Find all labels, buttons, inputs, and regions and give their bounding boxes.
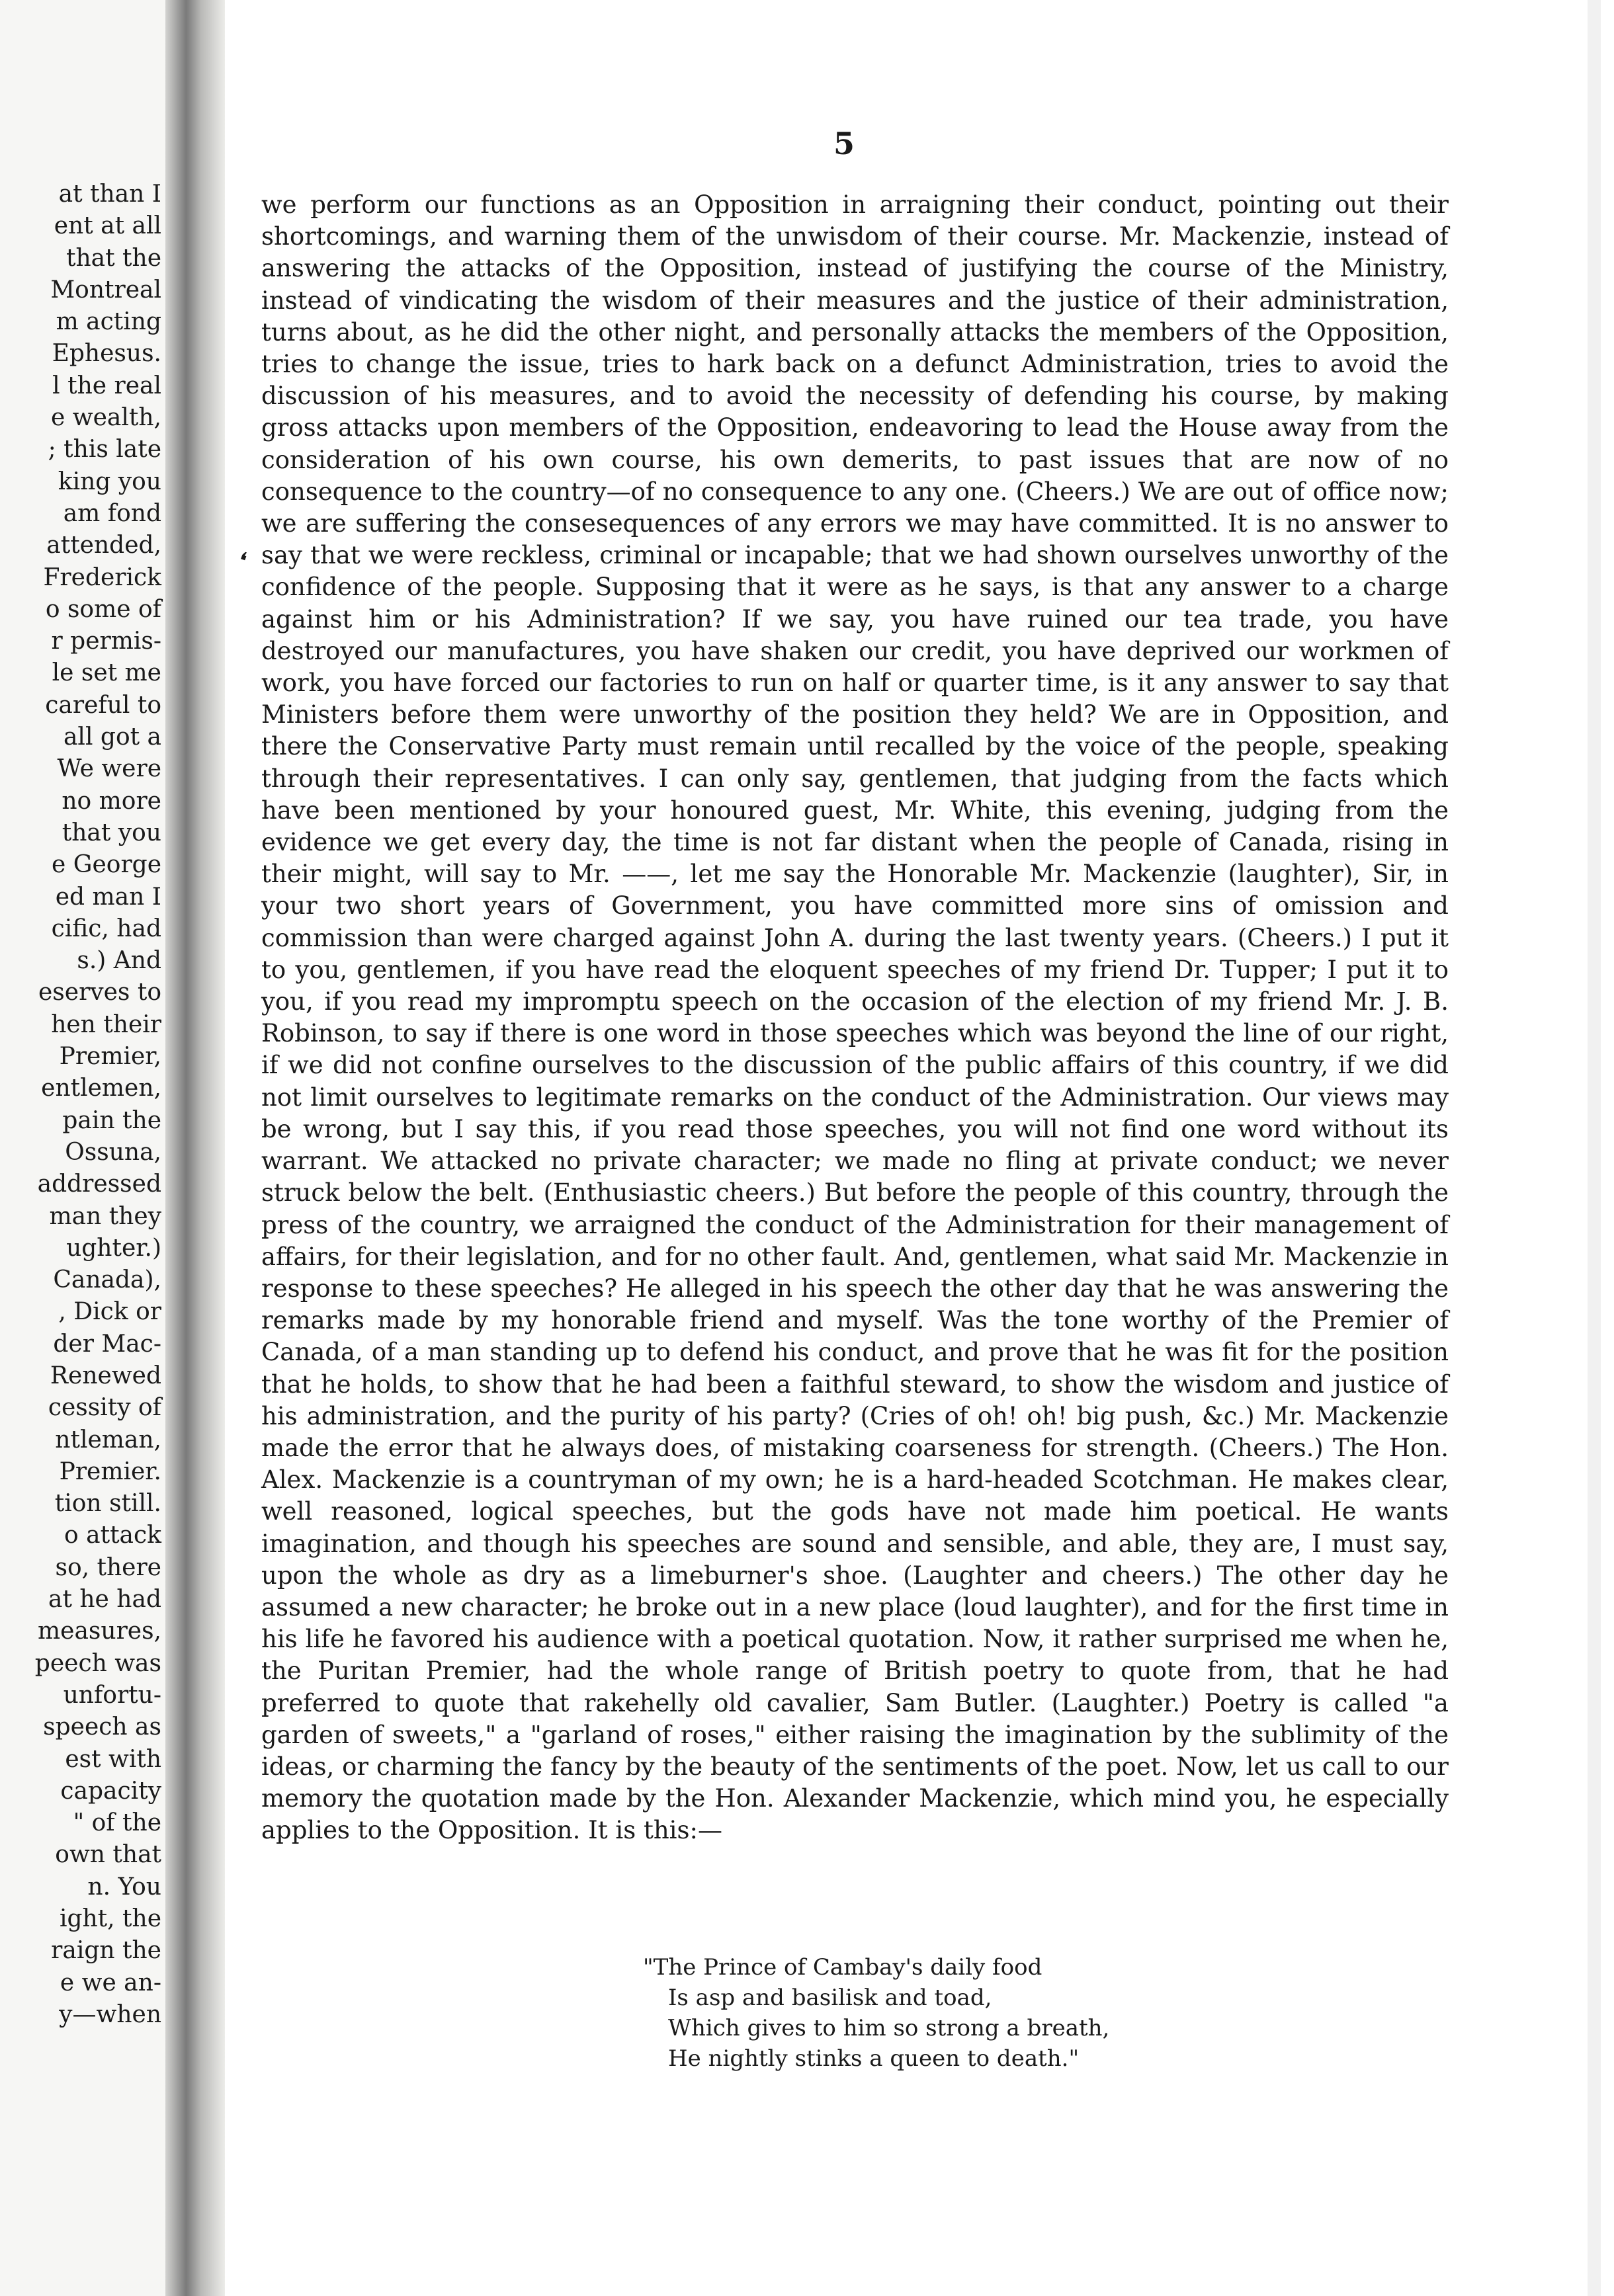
body-paragraph: we perform our functions as an Opposition in arraigning their conduct, pointing out their shortcomings, and warning them of the unwisdom of their course. Mr. Mackenzie, instead of answering the attacks of the Opposition, instead of justifying the course of the Ministry, instead of vindicating the wisdom of their measures and the justice of their administration, turns about, as he did the other night, and personally attacks the members of the Opposition, tries to change the issue, tries to hark back on a defunct Administration, tries to avoid the discussion of his measures, and to avoid the necessity of defending his course, by making gross attacks upon members of the Opposition, endeavoring to lead the House away from the consideration of his own course, his own demerits, to past issues that are now of no consequence to the country—of no consequence to any one. (Cheers.) We are out of office now; we are suffering the consesequences of any errors we may have committed. It is no answer to say that we were reckless, criminal or incapable; that we had shown ourselves unworthy of the confidence of the people. Supposing that it were as he says, is that any answer to a charge against him or his Administration? If we say, you have ruined our tea trade, you have destroyed our manufactures, you have shaken our credit, you have deprived our workmen of work, you have forced our factories to run on half or quarter time, is it any answer to say that Ministers before them were unworthy of the position they held? We are in Opposition, and there the Conservative Party must remain until recalled by the voice of the people, speaking through their representatives. I can only say, gentlemen, that judging from the facts which have been mentioned by your honoured guest, Mr. White, this evening, judging from the evidence we get every day, the time is not far distant when the people of Canada, rising in their might, will say to Mr. ——, let me say the Honorable Mr. Mackenzie (laughter), Sir, in your two short years of Government, you have committed more sins of omission and commission than were charged against John A. during the last twenty years. (Cheers.) I put it to you, gentlemen, if you have read the eloquent speeches of my friend Dr. Tupper; I put it to you, if you read my impromptu speech on the occasion of the election of my friend Mr. J. B. Robinson, to say if there is one word in those speeches which was beyond the line of our right, if we did not confine ourselves to the discussion of the public affairs of this country, if we did not limit ourselves to legitimate remarks on the conduct of the Administration. Our views may be wrong, but I say this, if you read those speeches, you will not find one word without its warrant. We attacked no private character; we made no fling at private conduct; we never struck below the belt. (Enthusiastic cheers.) But before the people of this country, through the press of the country, we arraigned the conduct of the Administration for their management of affairs, for their legislation, and for no other fault. And, gentlemen, what said Mr. Mackenzie in response to these speeches? He alleged in his speech the other day that he was answering the remarks made by my honorable friend and myself. Was the tone worthy of the Premier of Canada, of a man standing up to defend his conduct, and prove that he was fit for the position that he holds, to show that he had been a faithful steward, to show the wisdom and justice of his administration, and the purity of his party? (Cries of oh! oh! big push, &c.) Mr. Mackenzie made the error that he always does, of mistaking coarseness for strength. (Cheers.) The Hon. Alex. Mackenzie is a countryman of my own; he is a hard-headed Scotchman. He makes clear, well reasoned, logical speeches, but the gods have not made him poetical. He wants imagination, and though his speeches are sound and sensible, and able, they are, I must say, upon the whole as dry as a limeburner's shoe. (Laughter and cheers.) The other day he assumed a new character; he broke out in a new place (loud laughter), and for the first time in his life he favored his audience with a poetical quotation. Now, it rather surprised me when he, the Puritan Premier, had the whole range of British poetry to quote from, that he had preferred to quote that rakehelly old cavalier, Sam Butler. (Laughter.) Poetry is called "a garden of sweets," a "garland of roses," either raising the imagination by the sublimity of the ideas, or charming the fancy by the beauty of the sentiments of the poet. Now, let us call to our memory the quotation made by the Hon. Alexander Mackenzie, which mind you, he especially applies to the Opposition. It is this:— <box>261 190 1449 1845</box>
left-page-line: raign the <box>51 1937 161 1965</box>
left-page-line: der Mac- <box>53 1330 161 1358</box>
margin-mark: ❛ <box>234 547 251 575</box>
left-page-line: le set me <box>52 659 161 687</box>
left-page-line: careful to <box>45 691 161 719</box>
left-page-line: hen their <box>51 1010 161 1038</box>
left-page-line: We were <box>57 755 161 783</box>
quotation-line: Is asp and basilisk and toad, <box>668 1985 992 2011</box>
left-page-line: Premier, <box>59 1043 161 1071</box>
left-page-line: attended, <box>46 532 161 559</box>
left-page-line: o attack <box>64 1522 161 1549</box>
left-page-line: l the real <box>52 372 161 399</box>
left-page-line: own that <box>55 1841 161 1869</box>
left-page-line: that you <box>62 819 161 846</box>
left-page-line: e we an- <box>60 1969 161 1996</box>
left-page-line: Ephesus. <box>52 340 161 368</box>
left-page-line: that the <box>66 244 161 272</box>
left-page-line: Canada), <box>53 1266 161 1294</box>
page-edge <box>1588 0 1601 2296</box>
left-page-line: speech as <box>43 1713 161 1741</box>
left-page-line: king you <box>58 468 161 495</box>
left-page-line: am fond <box>63 499 161 527</box>
left-page-line: ; this late <box>48 436 161 464</box>
left-facing-page <box>0 0 165 2296</box>
quotation <box>643 1952 1109 2074</box>
quotation-line: "The Prince of Cambay's daily food <box>643 1954 1042 1981</box>
left-page-line: so, there <box>55 1553 161 1581</box>
left-page-line: Montreal <box>50 276 161 304</box>
left-page-line: pain the <box>62 1106 161 1134</box>
page-number: 5 <box>833 126 855 161</box>
left-page-line: cessity of <box>48 1394 161 1422</box>
left-page-line: all got a <box>63 723 161 751</box>
left-page-line: ight, the <box>59 1905 161 1933</box>
left-page-line: no more <box>62 787 161 815</box>
left-page-line: Premier. <box>59 1457 161 1485</box>
left-page-line: e George <box>51 851 161 879</box>
body-text <box>261 189 1449 1847</box>
left-page-line: Renewed <box>50 1362 161 1389</box>
book-gutter <box>165 0 225 2296</box>
quotation-line: Which gives to him so strong a breath, <box>668 2015 1110 2041</box>
left-page-line: capacity <box>60 1777 161 1805</box>
left-page-line: o some of <box>45 595 161 623</box>
left-page-line: Ossuna, <box>65 1138 161 1166</box>
left-page-line: s.) And <box>77 947 161 975</box>
left-page-line: , Dick or <box>58 1298 161 1326</box>
quotation-line: He nightly stinks a queen to death." <box>668 2045 1080 2072</box>
left-page-line: m acting <box>56 308 161 336</box>
left-page-line: addressed <box>37 1170 161 1198</box>
left-page-column <box>3 179 161 2031</box>
left-page-line: tion still. <box>54 1490 161 1518</box>
left-page-line: n. You <box>87 1873 161 1901</box>
left-page-line: ughter.) <box>66 1234 161 1262</box>
left-page-line: unfortu- <box>63 1681 161 1709</box>
left-page-line: at he had <box>48 1586 161 1614</box>
left-page-line: ent at all <box>54 212 161 240</box>
left-page-line: man they <box>49 1202 161 1230</box>
left-page-line: cific, had <box>51 915 161 942</box>
left-page-line: peech was <box>34 1649 161 1677</box>
left-page-line: Frederick <box>43 563 161 591</box>
left-page-line: ed man I <box>55 883 161 911</box>
left-page-line: e wealth, <box>51 404 161 432</box>
left-page-line: measures, <box>38 1618 161 1645</box>
left-page-line: r permis- <box>51 628 161 655</box>
left-page-line: est with <box>65 1745 161 1773</box>
left-page-line: entlemen, <box>41 1075 161 1102</box>
left-page-line: eserves to <box>38 979 161 1006</box>
left-page-line: y—when <box>59 2000 161 2028</box>
left-page-line: ntleman, <box>55 1426 161 1454</box>
left-page-line: " of the <box>73 1809 161 1837</box>
left-page-line: at than I <box>58 181 161 208</box>
